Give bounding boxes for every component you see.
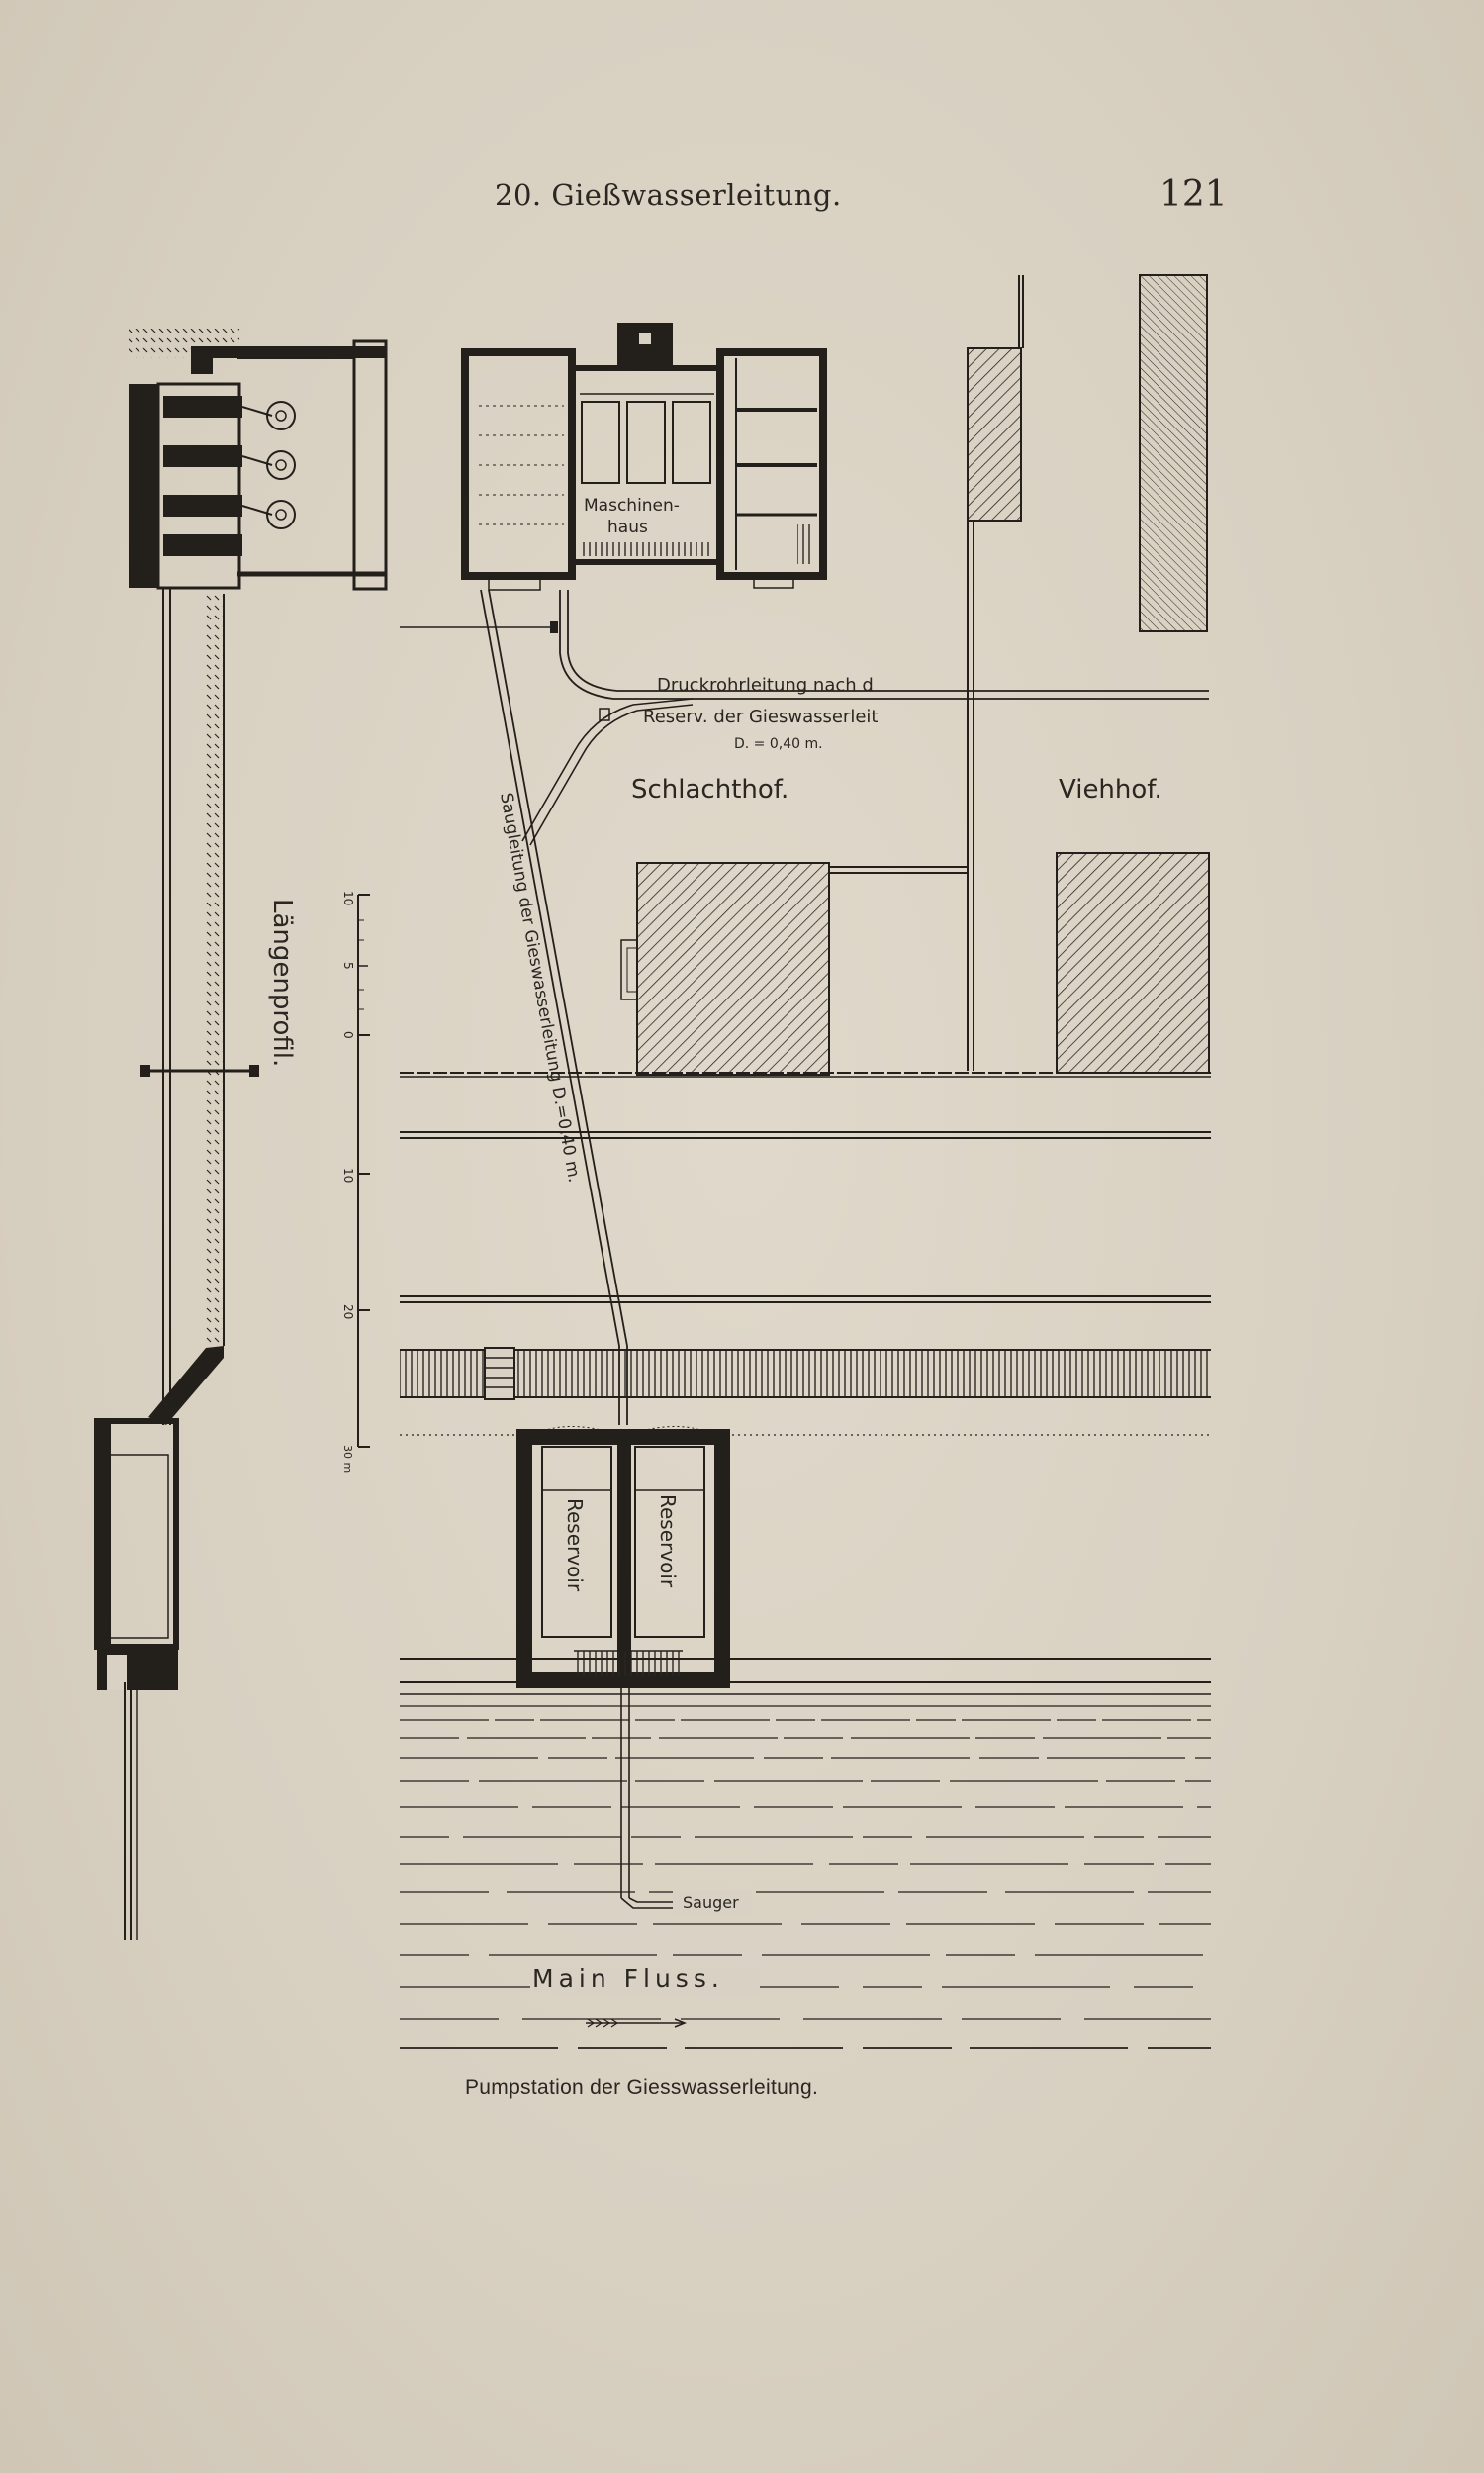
reservoir-left-label: Reservoir [563, 1498, 587, 1592]
scale-tick: 10 [341, 891, 355, 906]
scale-tick: 10 [341, 1168, 355, 1184]
druckrohr-label-2: Reserv. der Gieswasserleit [643, 707, 879, 727]
streets [400, 1073, 1211, 1435]
reservoir-right-label: Reservoir [656, 1494, 680, 1588]
scale-tick: 5 [341, 962, 355, 970]
embankment [204, 594, 224, 1346]
viehhof-label: Viehhof. [1059, 775, 1162, 805]
section-roof-post [191, 346, 213, 374]
scale-bar [341, 891, 370, 1473]
section-roof-beam [191, 346, 386, 358]
scale-tick: 20 [341, 1304, 355, 1320]
druckrohr-label-1: Druckrohrleitung nach d [657, 675, 874, 696]
reservoirs-plan [524, 1426, 722, 1680]
page-number: 121 [1159, 174, 1228, 215]
laengenprofil-label: Längenprofil. [267, 899, 297, 1068]
maschinenhaus-label-2: haus [607, 518, 648, 537]
river-label: Main Fluss. [532, 1964, 724, 1993]
river-main [400, 1659, 1211, 2048]
section-wall-left [129, 384, 158, 588]
maschinenhaus-plan [465, 323, 823, 590]
maschinenhaus-label-1: Maschinen- [584, 496, 680, 516]
railway [400, 1350, 1211, 1397]
sauger-label: Sauger [683, 1893, 739, 1912]
schlachthof-label: Schlachthof. [631, 775, 789, 805]
scale-tick: 30 m [341, 1445, 354, 1474]
scale-tick: 0 [341, 1031, 355, 1039]
section-wall-right [354, 341, 386, 589]
saugleitung-label: Saugleitung der Gieswasserleitung D.=0,40 m. [496, 791, 585, 1185]
pump-machines [163, 396, 295, 556]
druckrohr-label-3: D. = 0,40 m. [734, 736, 823, 752]
running-title: 20. Gießwasserleitung. [495, 178, 842, 212]
figure-caption: Pumpstation der Giesswasserleitung. [465, 2076, 819, 2099]
laengenprofil-section [97, 329, 386, 1940]
